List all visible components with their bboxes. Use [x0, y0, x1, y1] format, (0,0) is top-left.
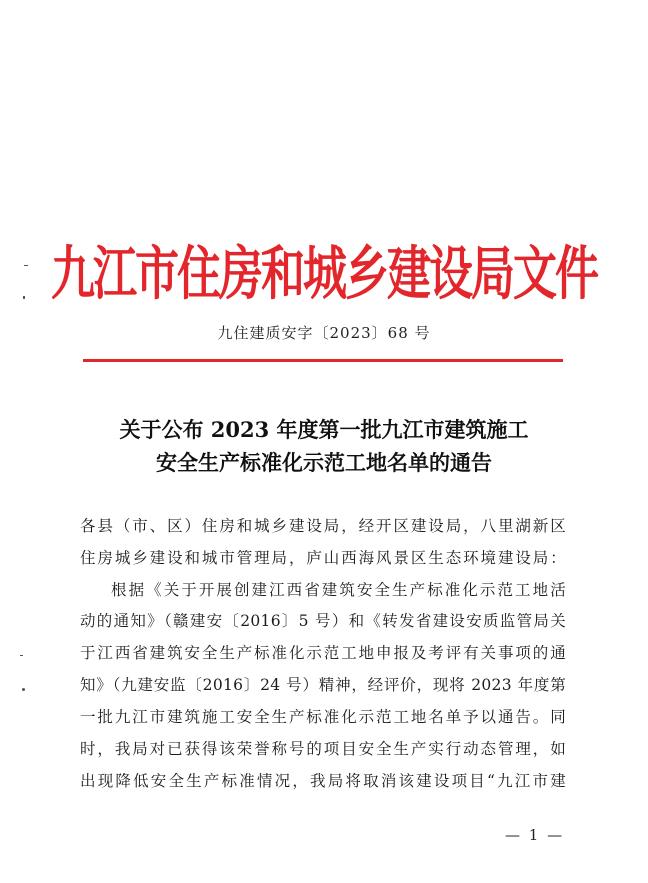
- agency-document-header: 九江市住房和城乡建设局文件: [51, 240, 597, 308]
- body-line: 时，我局对已获得该荣誉称号的项目安全生产实行动态管理，如: [80, 740, 566, 758]
- red-divider: [83, 359, 563, 362]
- body-line: 根据《关于开展创建江西省建筑安全生产标准化示范工地活: [111, 581, 566, 599]
- body-line: 知》（九建安监〔2016〕24 号）精神，经评价，现将 2023 年度第: [80, 676, 566, 694]
- scan-mark: [20, 655, 23, 656]
- scan-mark: [23, 296, 25, 299]
- body-line: 一批九江市建筑施工安全生产标准化示范工地名单予以通告。同: [80, 708, 566, 726]
- scan-mark: [24, 265, 28, 266]
- document-number: 九住建质安字〔2023〕68 号: [217, 324, 431, 342]
- page-number: — 1 —: [505, 826, 565, 844]
- body-line: 各县（市、区）住房和城乡建设局，经开区建设局，八里湖新区: [80, 517, 566, 535]
- notice-title-line-2: 安全生产标准化示范工地名单的通告: [156, 450, 492, 475]
- body-line: 于江西省建筑安全生产标准化示范工地申报及考评有关事项的通: [80, 644, 566, 662]
- body-line: 住房城乡建设和城市管理局，庐山西海风景区生态环境建设局：: [80, 549, 566, 567]
- body-line: 动的通知》（赣建安〔2016〕5 号）和《转发省建设安质监管局关: [80, 612, 566, 630]
- scan-mark: [22, 688, 25, 691]
- body-line: 出现降低安全生产标准情况，我局将取消该建设项目“九江市建: [80, 772, 566, 790]
- notice-title-line-1: 关于公布 2023 年度第一批九江市建筑施工: [119, 417, 529, 442]
